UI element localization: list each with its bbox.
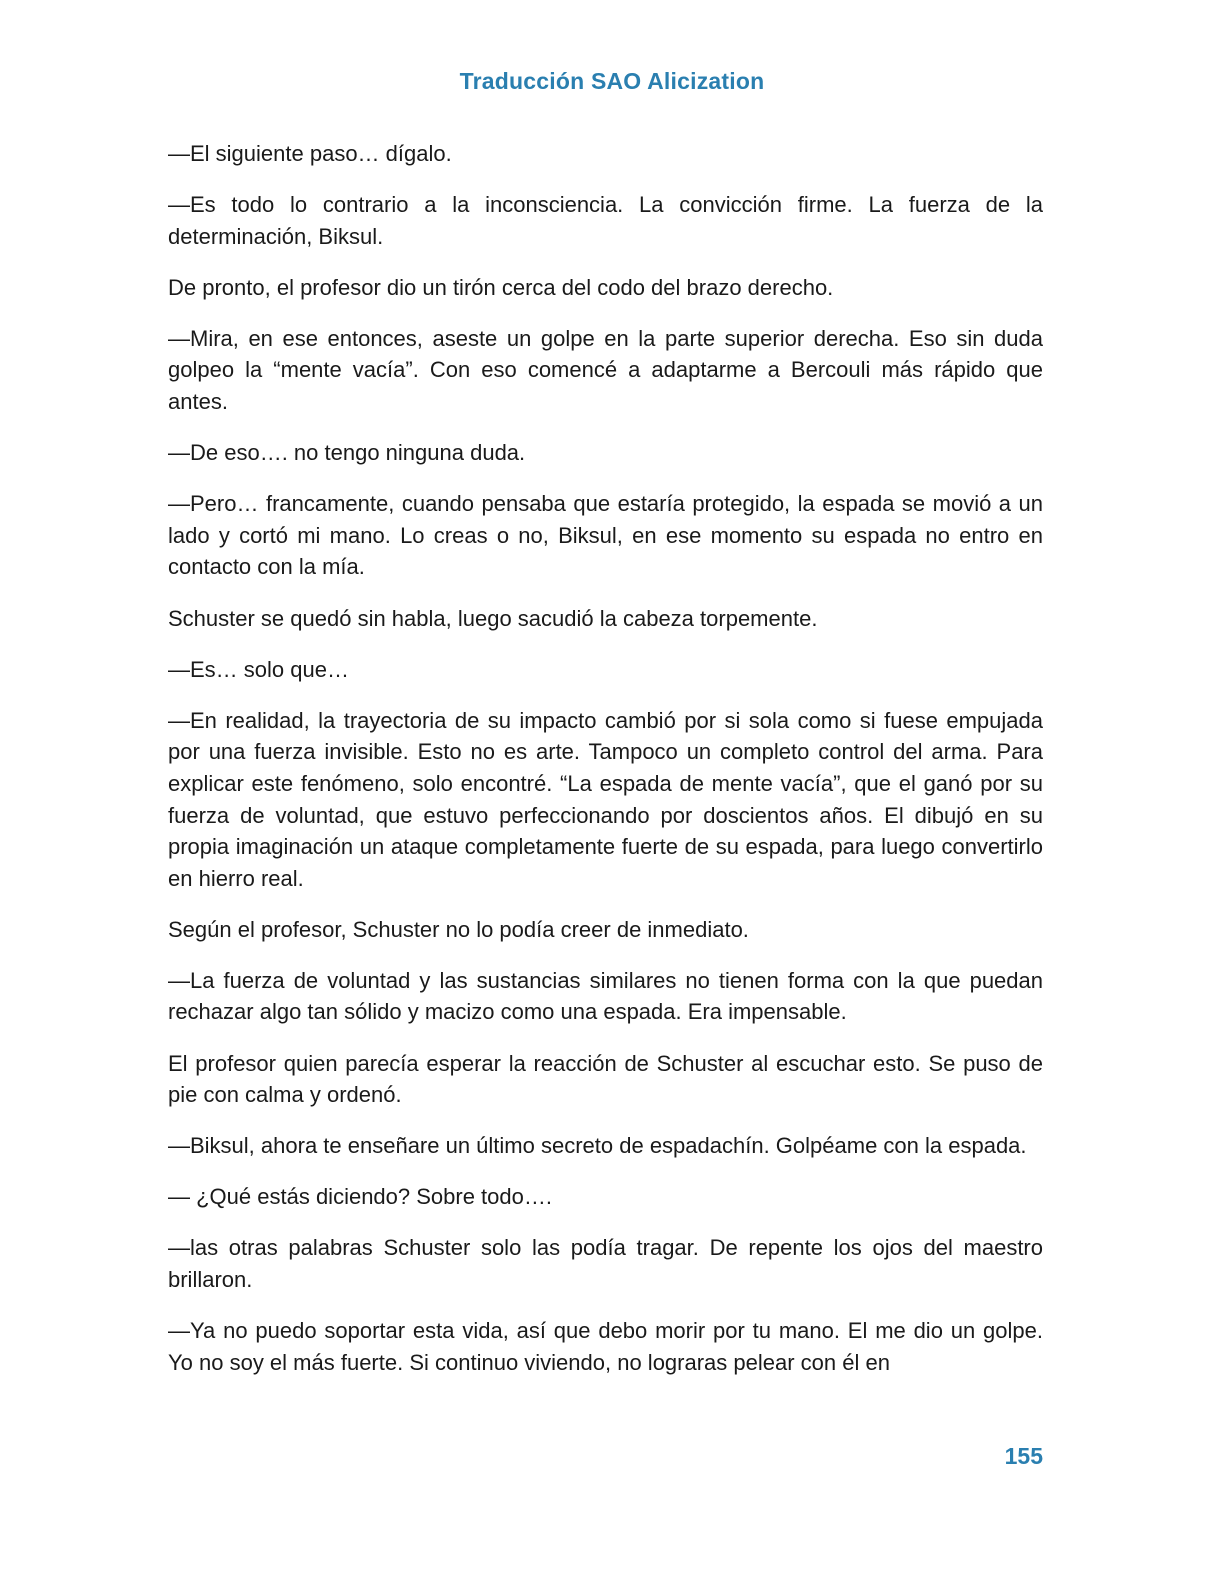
page-body bbox=[168, 138, 1043, 1398]
paragraph: —En realidad, la trayectoria de su impacto cambió por si sola como si fuese empujada por una fuerza invisible. Esto no es arte. Tampoco un completo control del arma. Para explicar este fenómeno, solo encontré. “La espada de mente vacía”, que el ganó por su fuerza de voluntad, que estuvo perfeccionando por doscientos años. El dibujó en su propia imaginación un ataque completamente fuerte de su espada, para luego convertirlo en hierro real. bbox=[168, 707, 1043, 891]
paragraph: —Mira, en ese entonces, aseste un golpe en la parte superior derecha. Eso sin duda golpeo la “mente vacía”. Con eso comencé a adaptarme a Bercouli más rápido que antes. bbox=[168, 325, 1043, 415]
paragraph: —De eso…. no tengo ninguna duda. bbox=[168, 440, 526, 466]
paragraph: Schuster se quedó sin habla, luego sacudió la cabeza torpemente. bbox=[168, 605, 818, 631]
paragraph: —Ya no puedo soportar esta vida, así que debo morir por tu mano. El me dio un golpe. Yo no soy el más fuerte. Si continuo viviendo, no lograras pelear con él en bbox=[168, 1318, 1043, 1375]
paragraph: —Pero… francamente, cuando pensaba que estaría protegido, la espada se movió a un lado y cortó mi mano. Lo creas o no, Biksul, en ese momento su espada no entro en contacto con la mía. bbox=[168, 491, 1043, 580]
paragraph: De pronto, el profesor dio un tirón cerca del codo del brazo derecho. bbox=[168, 274, 834, 300]
paragraph: —La fuerza de voluntad y las sustancias similares no tienen forma con la que puedan rechazar algo tan sólido y macizo como una espada. Era impensable. bbox=[168, 967, 1043, 1025]
paragraph: —las otras palabras Schuster solo las podía tragar. De repente los ojos del maestro brillaron. bbox=[168, 1235, 1043, 1293]
paragraph: —Es todo lo contrario a la inconsciencia. La convicción firme. La fuerza de la determinación, Biksul. bbox=[168, 192, 1043, 249]
page-number: 155 bbox=[1004, 1443, 1043, 1469]
paragraph: —Es… solo que… bbox=[168, 656, 349, 682]
paragraph: Según el profesor, Schuster no lo podía creer de inmediato. bbox=[168, 916, 749, 942]
paragraph: El profesor quien parecía esperar la reacción de Schuster al escuchar esto. Se puso de pie con calma y ordenó. bbox=[168, 1050, 1043, 1108]
page-header-title: Traducción SAO Alicization bbox=[459, 68, 765, 94]
paragraph: —Biksul, ahora te enseñare un último secreto de espadachín. Golpéame con la espada. bbox=[168, 1133, 1027, 1159]
paragraph: — ¿Qué estás diciendo? Sobre todo…. bbox=[168, 1184, 552, 1210]
paragraph: —El siguiente paso… dígalo. bbox=[168, 141, 452, 166]
